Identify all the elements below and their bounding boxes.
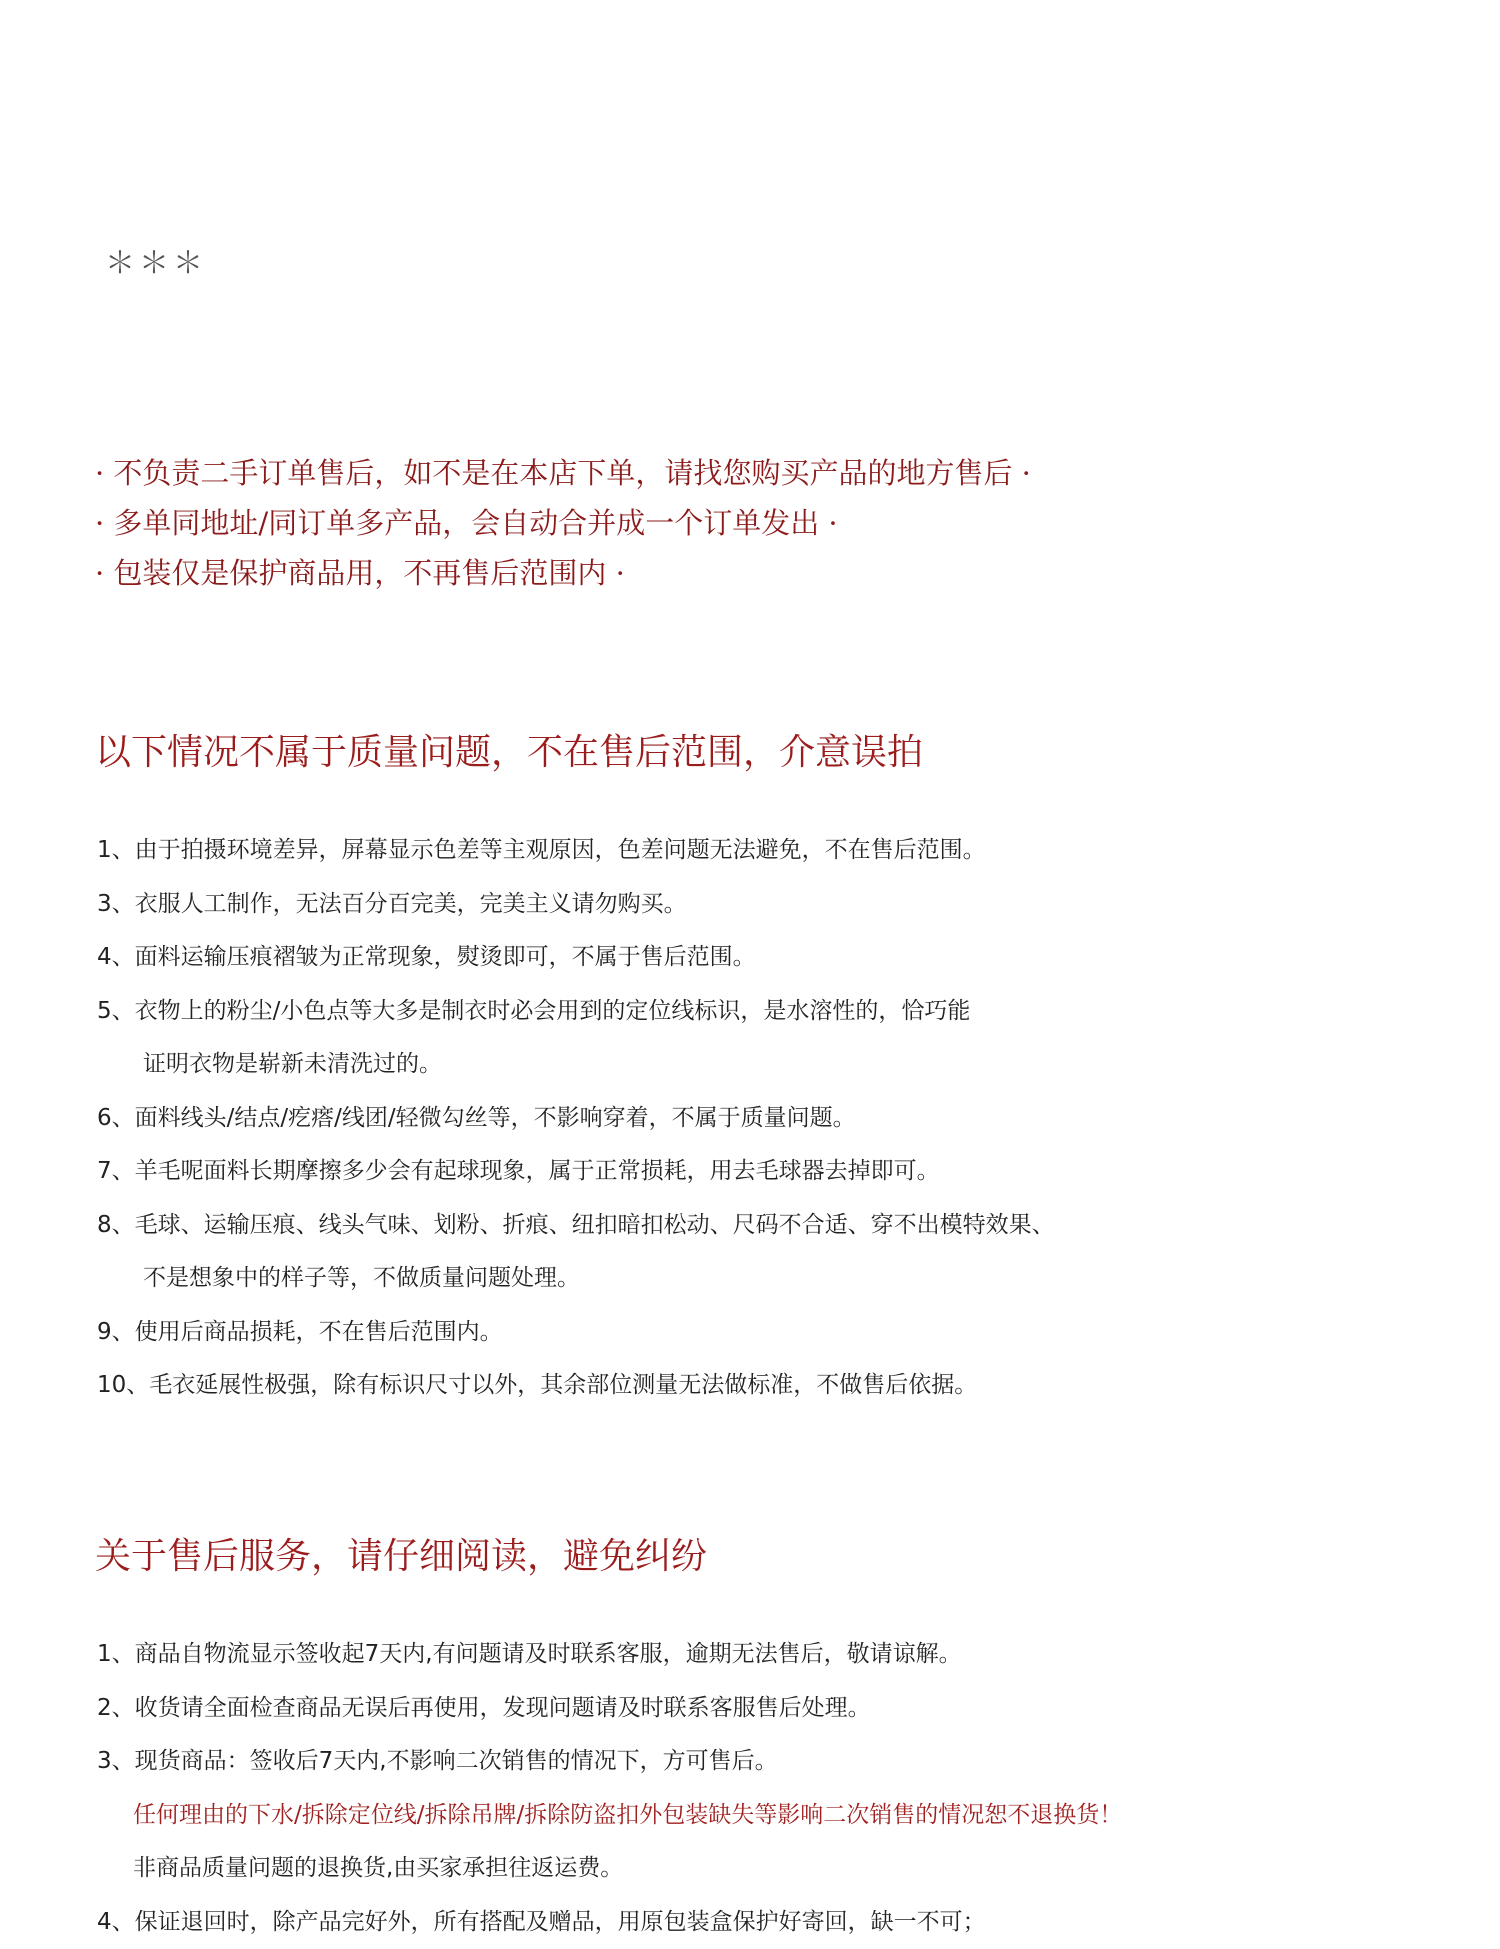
section-title-after-sales-service: 关于售后服务，请仔细阅读，避免纠纷 bbox=[95, 1528, 707, 1579]
list-item: 5、衣物上的粉尘/小色点等大多是制衣时必会用到的定位线标识，是水溶性的，恰巧能 bbox=[97, 985, 1397, 1039]
section-title-not-quality-issues: 以下情况不属于质量问题，不在售后范围，介意误拍 bbox=[95, 724, 923, 775]
store-notices bbox=[95, 448, 1395, 598]
decorative-stars: ＊＊＊ bbox=[105, 238, 207, 282]
list-item: 1、商品自物流显示签收起7天内,有问题请及时联系客服，逾期无法售后，敬请谅解。 bbox=[97, 1628, 1397, 1682]
after-sales-service-list bbox=[97, 1628, 1397, 1949]
list-item: 6、面料线头/结点/疙瘩/线团/轻微勾丝等，不影响穿着，不属于质量问题。 bbox=[97, 1092, 1397, 1146]
list-item: 3、衣服人工制作，无法百分百完美，完美主义请勿购买。 bbox=[97, 878, 1397, 932]
list-item-continuation: 非商品质量问题的退换货,由买家承担往返运费。 bbox=[97, 1842, 1397, 1896]
list-item-continuation: 不是想象中的样子等，不做质量问题处理。 bbox=[97, 1252, 1397, 1306]
warning-line: 任何理由的下水/拆除定位线/拆除吊牌/拆除防盗扣外包装缺失等影响二次销售的情况恕不退换货！ bbox=[97, 1789, 1397, 1843]
list-item: 9、使用后商品损耗，不在售后范围内。 bbox=[97, 1306, 1397, 1360]
list-item: 10、毛衣延展性极强，除有标识尺寸以外，其余部位测量无法做标准，不做售后依据。 bbox=[97, 1359, 1397, 1413]
list-item: 8、毛球、运输压痕、线头气味、划粉、折痕、纽扣暗扣松动、尺码不合适、穿不出模特效果、 bbox=[97, 1199, 1397, 1253]
list-item: 1、由于拍摄环境差异，屏幕显示色差等主观原因，色差问题无法避免，不在售后范围。 bbox=[97, 824, 1397, 878]
list-item: 3、现货商品：签收后7天内,不影响二次销售的情况下，方可售后。 bbox=[97, 1735, 1397, 1789]
list-item: 7、羊毛呢面料长期摩擦多少会有起球现象，属于正常损耗，用去毛球器去掉即可。 bbox=[97, 1145, 1397, 1199]
notice-line: · 多单同地址/同订单多产品，会自动合并成一个订单发出 · bbox=[95, 498, 1395, 548]
notice-line: · 包装仅是保护商品用，不再售后范围内 · bbox=[95, 548, 1395, 598]
list-item-continuation: 证明衣物是崭新未清洗过的。 bbox=[97, 1038, 1397, 1092]
notice-line: · 不负责二手订单售后，如不是在本店下单，请找您购买产品的地方售后 · bbox=[95, 448, 1395, 498]
list-item: 2、收货请全面检查商品无误后再使用，发现问题请及时联系客服售后处理。 bbox=[97, 1682, 1397, 1736]
list-item: 4、保证退回时，除产品完好外，所有搭配及赠品，用原包装盒保护好寄回，缺一不可； bbox=[97, 1896, 1397, 1949]
not-quality-issues-list bbox=[97, 824, 1397, 1413]
list-item: 4、面料运输压痕褶皱为正常现象，熨烫即可，不属于售后范围。 bbox=[97, 931, 1397, 985]
